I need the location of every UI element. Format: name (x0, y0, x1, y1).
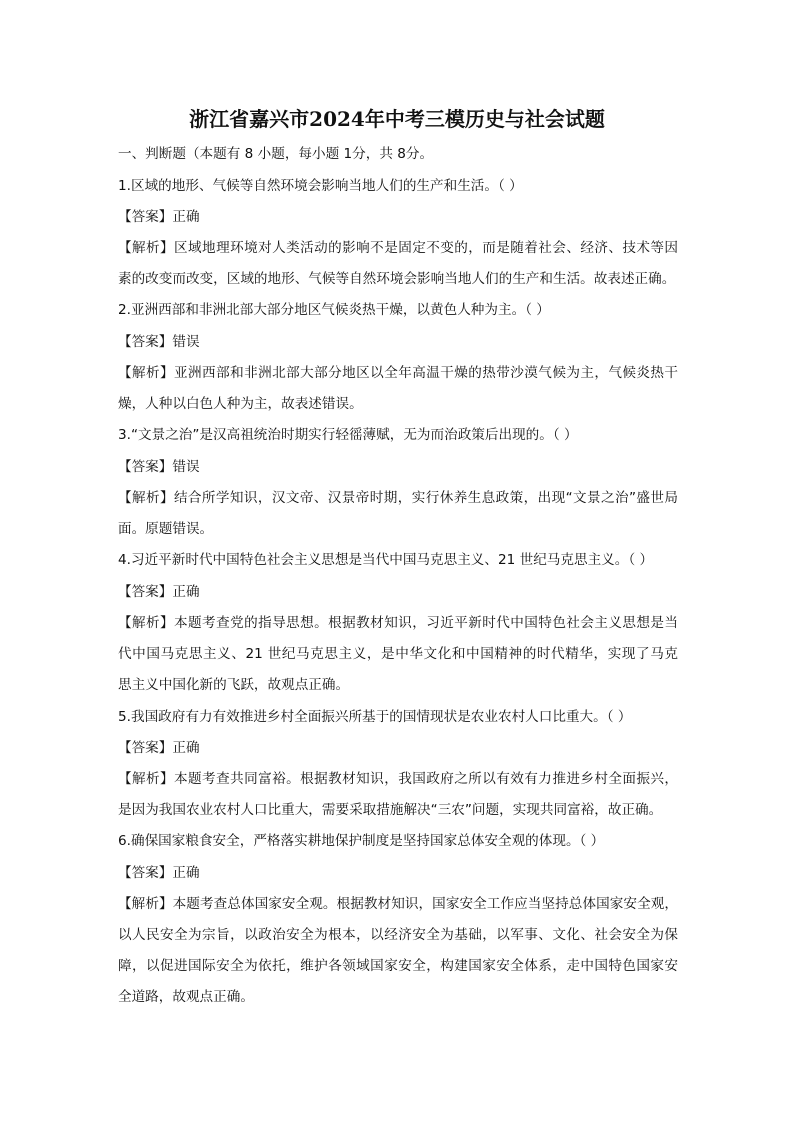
analysis-6-line-4: 全道路，故观点正确。 (118, 989, 254, 1005)
answer-5: 【答案】正确 (118, 740, 200, 756)
answer-1: 【答案】正确 (118, 209, 200, 225)
section-heading: 一、判断题（本题有 8 小题，每小题 1分，共 8分。 (118, 146, 434, 162)
question-5: 5.我国政府有力有效推进乡村全面振兴所基于的国情现状是农业农村人口比重大。（ ） (118, 709, 632, 725)
analysis-2-line-1: 【解析】亚洲西部和非洲北部大部分地区以全年高温干燥的热带沙漠气候为主，气候炎热干 (118, 365, 678, 381)
analysis-3-line-1: 【解析】结合所学知识，汉文帝、汉景帝时期，实行休养生息政策，出现“文景之治”盛世局 (118, 490, 678, 506)
answer-6: 【答案】正确 (118, 865, 200, 881)
analysis-1-line-1: 【解析】区域地理环境对人类活动的影响不是固定不变的，而是随着社会、经济、技术等因 (118, 240, 678, 256)
analysis-2-line-2: 燥，人种以白色人种为主，故表述错误。 (118, 396, 363, 412)
question-4: 4.习近平新时代中国特色社会主义思想是当代中国马克思主义、21 世纪马克思主义。（ ） (118, 552, 654, 568)
analysis-6-line-3: 障，以促进国际安全为依托，维护各领域国家安全，构建国家安全体系，走中国特色国家安 (118, 958, 678, 974)
analysis-5-line-2: 是因为我国农业农村人口比重大，需要采取措施解决“三农”问题，实现共同富裕，故正确。 (118, 802, 663, 818)
answer-4: 【答案】正确 (118, 584, 200, 600)
question-6: 6.确保国家粮食安全，严格落实耕地保护制度是坚持国家总体安全观的体现。（ ） (118, 833, 605, 849)
analysis-4-line-3: 思主义中国化新的飞跃，故观点正确。 (118, 677, 350, 693)
analysis-6-line-1: 【解析】本题考查总体国家安全观。根据教材知识，国家安全工作应当坚持总体国家安全观， (118, 896, 678, 912)
question-3: 3.“文景之治”是汉高祖统治时期实行轻徭薄赋，无为而治政策后出现的。（ ） (118, 427, 578, 443)
analysis-3-line-2: 面。原题错误。 (118, 521, 214, 537)
analysis-4-line-2: 代中国马克思主义、21 世纪马克思主义，是中华文化和中国精神的时代精华，实现了马克 (118, 646, 678, 662)
analysis-1-line-2: 素的改变而改变，区域的地形、气候等自然环境会影响当地人们的生产和生活。故表述正确。 (118, 271, 676, 287)
analysis-6-line-2: 以人民安全为宗旨，以政治安全为根本，以经济安全为基础，以军事、文化、社会安全为保 (118, 927, 678, 943)
question-2: 2.亚洲西部和非洲北部大部分地区气候炎热干燥，以黄色人种为主。（ ） (118, 302, 550, 318)
analysis-5-line-1: 【解析】本题考查共同富裕。根据教材知识，我国政府之所以有效有力推进乡村全面振兴， (118, 771, 678, 787)
question-1: 1.区域的地形、气候等自然环境会影响当地人们的生产和生活。（ ） (118, 178, 523, 194)
analysis-4-line-1: 【解析】本题考查党的指导思想。根据教材知识，习近平新时代中国特色社会主义思想是当 (118, 615, 678, 631)
page-title: 浙江省嘉兴市2024年中考三模历史与社会试题 (189, 107, 605, 131)
answer-3: 【答案】错误 (118, 459, 200, 475)
answer-2: 【答案】错误 (118, 334, 200, 350)
